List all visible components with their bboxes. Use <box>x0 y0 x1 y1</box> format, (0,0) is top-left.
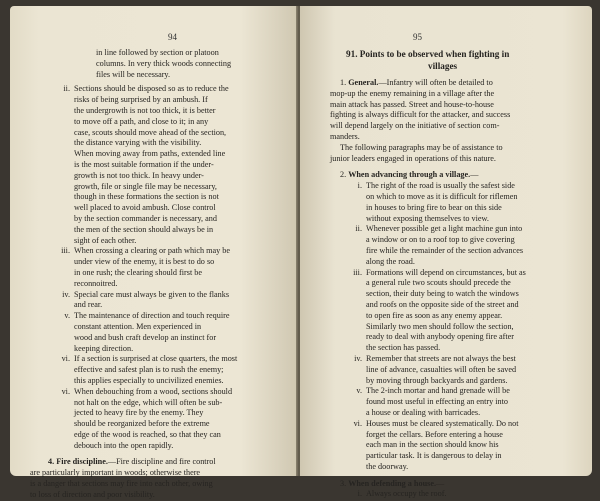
text-line: is a danger that sections may fire into each other, owing <box>30 479 213 489</box>
text-line: the doorway. <box>366 461 409 471</box>
text-line: constant attention. Men experienced in <box>74 321 202 331</box>
text-line: effective and safest plan is to rush the enemy; <box>74 365 224 375</box>
subheading-advancing: When advancing through a village. <box>348 170 471 180</box>
item-number: ii. <box>355 224 362 234</box>
defending-section <box>330 479 578 501</box>
text-line: manders. <box>330 131 360 141</box>
text-line: ready to deal with anybody opening fire after <box>366 332 515 342</box>
text-line: junior leaders engaged in operations of this nature. <box>330 153 496 163</box>
text-line: reconnoitred. <box>74 278 118 288</box>
left-item-iv <box>30 290 292 312</box>
section-number: 3. <box>340 478 347 488</box>
section-number: 1. <box>340 78 347 87</box>
text-line: forget the cellars. Before entering a house <box>366 429 503 439</box>
text-line: columns. In very thick woods connecting <box>96 58 232 68</box>
text-line: Houses must be cleared systematically. Do not <box>366 418 519 428</box>
left-item-ii <box>30 84 292 246</box>
text-line: When crossing a clearing or path which may be <box>74 246 230 256</box>
item-number: i. <box>357 489 362 499</box>
text-fragment: —Fire discipline and fire control <box>107 457 216 467</box>
left-item-vi <box>30 354 292 386</box>
left-item-iii <box>30 246 292 289</box>
left-page <box>10 6 298 499</box>
text-line: are particularly important in woods; otherwise there <box>30 468 201 478</box>
text-line: this applies especially to uncivilized enemies. <box>74 375 224 385</box>
text-line: the section has passed. <box>366 343 441 353</box>
text-line: risks of being surprised by an ambush. If <box>74 95 208 105</box>
section-heading <box>330 48 578 72</box>
text-line: and roofs on the opposite side of the street and <box>366 299 519 309</box>
text-line: The maintenance of direction and touch require <box>74 311 230 321</box>
text-line: along the road. <box>366 256 415 266</box>
text-line: to loss of direction and poor visibility. <box>30 489 155 499</box>
text-line: The right of the road is usually the safest side <box>366 181 515 191</box>
text-line: on which to move as it is difficult for riflemen <box>366 191 518 201</box>
text-line: and rear. <box>74 300 103 310</box>
advancing-item-ii <box>330 224 578 267</box>
text-line: When debouching from a wood, sections should <box>74 386 233 396</box>
text-line: mop-up the enemy remaining in a village after the <box>330 88 495 98</box>
text-line: files will be necessary. <box>96 69 171 79</box>
text-line: edge of the wood is reached, so that they can <box>74 429 221 439</box>
text-line: particular task. It is dangerous to delay in <box>366 451 502 461</box>
text-line: without exposing themselves to view. <box>366 213 489 223</box>
advancing-item-v <box>330 386 578 418</box>
subheading-fire-discipline: Fire discipline. <box>56 457 108 467</box>
text-line: each man in the section should know his <box>366 440 499 450</box>
subheading-general: General. <box>348 78 379 87</box>
text-line: the undergrowth is not too thick, it is better <box>74 105 216 115</box>
fire-discipline-first-line <box>30 457 292 468</box>
text-line: fighting is always difficult for the attacker, and success <box>330 110 511 120</box>
section-number: 2. <box>340 170 347 180</box>
text-line: wood and bush craft develop an instinct for <box>74 332 217 342</box>
text-line: found most useful in effecting an entry into <box>366 397 508 407</box>
page-number-left: 94 <box>168 32 177 42</box>
heading-line: 91. Points to be observed when fighting in <box>346 49 510 59</box>
item-number: vi. <box>61 386 70 396</box>
text-line: will depend largely on the initiative of section com- <box>330 121 500 131</box>
item-number: i. <box>357 181 362 191</box>
text-line: jected to heavy fire by the enemy. They <box>74 408 204 418</box>
heading-line: villages <box>428 61 458 71</box>
defending-item-i <box>330 489 578 500</box>
text-line: not halt on the edge, which will often be sub- <box>74 397 223 407</box>
general-first-line <box>330 78 578 89</box>
text-line: by moving through backyards and gardens. <box>366 375 508 385</box>
text-line: line of advance, casualties will often be saved <box>366 364 517 374</box>
text-line: When moving away from paths, extended line <box>74 149 226 159</box>
item-number: v. <box>356 386 362 396</box>
text-line: by the section commander is necessary, and <box>74 213 217 223</box>
text-line: the distance varying with the visibility. <box>74 138 202 148</box>
subheading-defending: When defending a house. <box>348 478 436 488</box>
text-line: case, scouts should move ahead of the section, <box>74 127 227 137</box>
item-number: ii. <box>63 84 70 94</box>
item-number: vi. <box>353 418 362 428</box>
section-number: 4. <box>48 457 55 467</box>
text-line: debouch into the open rapidly. <box>74 440 174 450</box>
text-line: well placed to avoid ambush. Close control <box>74 203 216 213</box>
text-line: Similarly two men should follow the section, <box>366 321 514 331</box>
text-line: a house or dealing with barricades. <box>366 407 481 417</box>
item-number: v. <box>64 311 70 321</box>
page-number-right: 95 <box>413 32 422 42</box>
text-line: in line followed by section or platoon <box>96 48 219 57</box>
text-line: Sections should be disposed so as to reduce the <box>74 84 229 94</box>
left-item-v <box>30 311 292 354</box>
text-line: Always occupy the roof. <box>366 489 447 499</box>
text-line: to open fire as soon as any enemy appear. <box>366 310 503 320</box>
text-line: a window or on to a roof top to give covering <box>366 235 515 245</box>
text-line: section, their duty being to watch the windows <box>366 289 519 299</box>
text-line: growth, file or single file may be necessary, <box>74 181 217 191</box>
text-line: in one rush; the clearing should first be <box>74 267 203 277</box>
text-line: Special care must always be given to the flanks <box>74 289 230 299</box>
advancing-item-i <box>330 181 578 224</box>
following-paragraph <box>330 143 578 165</box>
text-line: keeping direction. <box>74 343 134 353</box>
text-line: though in these formations the section is not <box>74 192 219 202</box>
item-number: iv. <box>354 353 362 363</box>
text-line: should be reorganized before the extreme <box>74 419 210 429</box>
heading-dash: — <box>470 170 479 180</box>
text-line: Whenever possible get a light machine gun into <box>366 224 523 234</box>
text-line: fire while the remainder of the section advances <box>366 245 524 255</box>
advancing-section <box>330 170 578 472</box>
text-line: to move off a path, and close to it; in any <box>74 116 209 126</box>
text-line: under view of the enemy, it is best to do so <box>74 257 215 267</box>
left-item-vi-second <box>30 387 292 452</box>
advancing-item-iii <box>330 268 578 354</box>
defending-heading-line <box>330 479 578 490</box>
advancing-item-iv <box>330 354 578 386</box>
advancing-item-vi <box>330 419 578 473</box>
text-line: sight of each other. <box>74 235 137 245</box>
fire-discipline-paragraph <box>30 457 292 500</box>
text-line: Remember that streets are not always the best <box>366 353 516 363</box>
text-line: Formations will depend on circumstances, but as <box>366 267 526 277</box>
text-line: The 2-inch mortar and hand grenade will be <box>366 386 510 396</box>
text-line: The following paragraphs may be of assistance to <box>340 142 503 152</box>
general-paragraph <box>330 78 578 143</box>
text-line: is the most suitable formation if the under- <box>74 159 214 169</box>
right-page <box>300 6 592 499</box>
text-line: main attack has passed. Street and house-to-house <box>330 99 494 109</box>
item-number: iii. <box>353 267 362 277</box>
text-line: in houses to bring fire to bear on this side <box>366 202 502 212</box>
item-number: vi. <box>61 354 70 364</box>
left-page-text <box>30 48 292 501</box>
right-page-text <box>330 48 578 500</box>
text-line: growth is not too thick. In heavy under- <box>74 170 204 180</box>
text-line: a general rule two scouts should precede the <box>366 278 511 288</box>
heading-dash: — <box>436 478 445 488</box>
advancing-heading-line <box>330 170 578 181</box>
text-line: the men of the section should always be in <box>74 224 214 234</box>
item-number: iii. <box>61 246 70 256</box>
text-fragment: —Infantry will often be detailed to <box>378 78 493 87</box>
item-number: iv. <box>62 289 70 299</box>
text-line: If a section is surprised at close quarters, the most <box>74 354 238 364</box>
continued-paragraph <box>30 48 292 80</box>
